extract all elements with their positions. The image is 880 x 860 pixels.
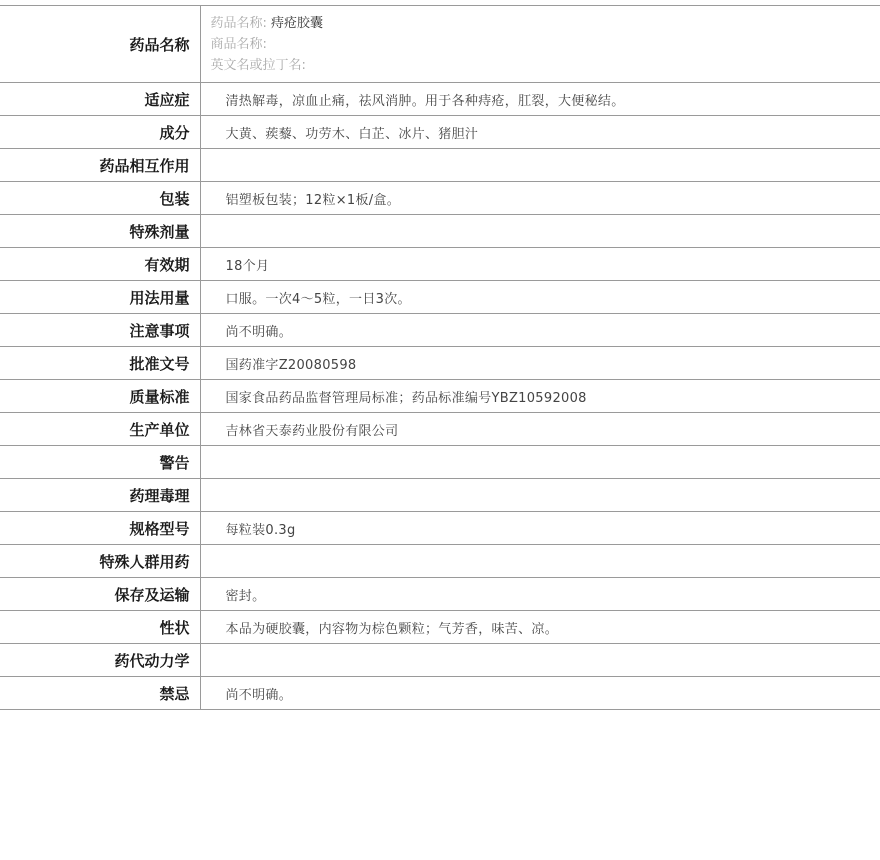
- row-label: 药理毒理: [0, 479, 200, 512]
- row-value: [200, 545, 880, 578]
- row-label: 生产单位: [0, 413, 200, 446]
- drug-name-value-cell: [200, 6, 880, 83]
- row-label: 有效期: [0, 248, 200, 281]
- table-row: [0, 281, 880, 314]
- table-row: [0, 479, 880, 512]
- row-value: 每粒装0.3g: [200, 512, 880, 545]
- table-row: [0, 446, 880, 479]
- row-value: 国家食品药品监督管理局标准；药品标准编号YBZ10592008: [200, 380, 880, 413]
- row-value: 大黄、蒺藜、功劳木、白芷、冰片、猪胆汁: [200, 116, 880, 149]
- row-label: 规格型号: [0, 512, 200, 545]
- row-label: 性状: [0, 611, 200, 644]
- row-label: 警告: [0, 446, 200, 479]
- generic-name-line: [211, 13, 880, 34]
- row-label: 适应症: [0, 83, 200, 116]
- table-row: [0, 578, 880, 611]
- row-label: 包装: [0, 182, 200, 215]
- row-value: [200, 149, 880, 182]
- drug-name-label: 药品名称: [0, 6, 200, 83]
- row-value: 口服。一次4～5粒，一日3次。: [200, 281, 880, 314]
- table-row: [0, 644, 880, 677]
- table-row: [0, 314, 880, 347]
- table-row: [0, 413, 880, 446]
- table-row: [0, 347, 880, 380]
- row-label: 禁忌: [0, 677, 200, 710]
- table-row: [0, 215, 880, 248]
- table-row: [0, 512, 880, 545]
- english-name-key: 英文名或拉丁名:: [210, 57, 306, 73]
- table-row: [0, 182, 880, 215]
- row-value: 铝塑板包装；12粒×1板/盒。: [200, 182, 880, 215]
- row-value: 本品为硬胶囊，内容物为棕色颗粒；气芳香，味苦、凉。: [200, 611, 880, 644]
- table-row: [0, 677, 880, 710]
- row-label: 成分: [0, 116, 200, 149]
- drug-info-table: [0, 5, 880, 710]
- table-row: [0, 149, 880, 182]
- row-label: 保存及运输: [0, 578, 200, 611]
- table-row: [0, 611, 880, 644]
- row-label: 批准文号: [0, 347, 200, 380]
- drug-name-row: [0, 6, 880, 83]
- row-label: 注意事项: [0, 314, 200, 347]
- row-value: 吉林省天泰药业股份有限公司: [200, 413, 880, 446]
- table-row: [0, 116, 880, 149]
- row-value: [200, 479, 880, 512]
- row-label: 用法用量: [0, 281, 200, 314]
- row-value: 清热解毒，凉血止痛，祛风消肿。用于各种痔疮，肛裂，大便秘结。: [200, 83, 880, 116]
- table-row: [0, 83, 880, 116]
- row-value: 国药准字Z20080598: [200, 347, 880, 380]
- row-label: 特殊剂量: [0, 215, 200, 248]
- row-label: 质量标准: [0, 380, 200, 413]
- row-value: 密封。: [200, 578, 880, 611]
- row-label: 药品相互作用: [0, 149, 200, 182]
- table-row: [0, 248, 880, 281]
- trade-name-key: 商品名称:: [210, 36, 267, 52]
- row-value: [200, 644, 880, 677]
- drug-name-block: [201, 13, 880, 76]
- row-label: 药代动力学: [0, 644, 200, 677]
- trade-name-line: [211, 34, 880, 55]
- table-row: [0, 545, 880, 578]
- row-value: [200, 215, 880, 248]
- generic-name-key: 药品名称:: [210, 15, 267, 31]
- row-value: 尚不明确。: [200, 314, 880, 347]
- english-name-line: [211, 55, 880, 76]
- row-value: 18个月: [200, 248, 880, 281]
- row-label: 特殊人群用药: [0, 545, 200, 578]
- row-value: 尚不明确。: [200, 677, 880, 710]
- generic-name-value: 痔疮胶囊: [271, 15, 324, 31]
- row-value: [200, 446, 880, 479]
- table-row: [0, 380, 880, 413]
